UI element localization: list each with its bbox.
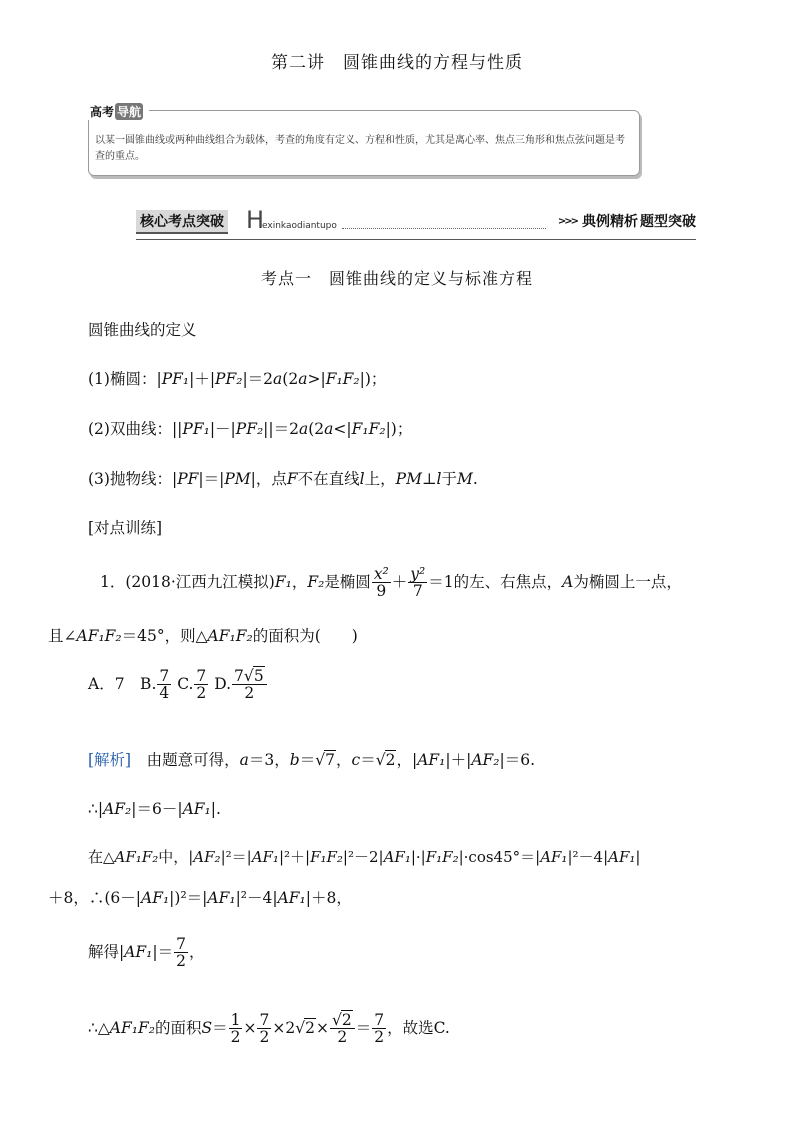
chevron-right-icon: >>> <box>557 215 577 227</box>
page-title: 第二讲 圆锥曲线的方程与性质 <box>271 53 523 73</box>
banner-dotted-line <box>342 228 546 229</box>
exam-guide-tab-label: 高考 <box>90 104 115 119</box>
solution-line-2: ∴|AF₂|＝6－|AF₁|. <box>88 800 221 818</box>
fraction-x2-over-9: $\frac{\text{x²}}{9}$ <box>373 565 389 601</box>
exam-guide-tab <box>88 102 149 120</box>
question-line-1: 1．(2018·江西九江模拟)F₁，F₂是椭圆 $\frac{\text{x²}}{9}$ ＋ $\frac{\text{y²}}{7}$ ＝1的左、右焦点，A为椭圆上一点， <box>100 565 682 601</box>
hyperbola-definition: (2)双曲线：||PF₁|－|PF₂||＝2a(2a<|F₁F₂|)； <box>88 420 413 438</box>
exam-guide-text: 以某一圆锥曲线或两种曲线组合为载体，考查的角度有定义、方程和性质，尤其是离心率、焦点三角形和焦点弦问题是考查的重点。 <box>95 135 625 162</box>
definition-heading: 圆锥曲线的定义 <box>88 321 197 339</box>
exam-guide-tab-highlight: 导航 <box>117 104 142 119</box>
solution-line-1: [解析] 由题意可得，a＝3，b＝√7，c＝√2，|AF₁|＋|AF₂|＝6. <box>88 751 536 769</box>
option-b-fraction: $\frac{7}{4}$ <box>159 667 170 703</box>
banner-right-1: 典例精析 <box>582 214 638 230</box>
banner-right <box>558 211 696 231</box>
banner-pinyin: exinkaodiantupo <box>262 221 337 231</box>
solution-line-3: 在△AF₁F₂中，|AF₂|²＝|AF₁|²＋|F₁F₂|²－2|AF₁|·|F₁F₂|·cos45°＝|AF₁|²－4|AF₁| <box>88 848 641 866</box>
banner-right-2: 题型突破 <box>640 214 696 230</box>
section-title: 考点一 圆锥曲线的定义与标准方程 <box>260 269 533 288</box>
parabola-definition: (3)抛物线：|PF|＝|PM|，点F不在直线l上，PM⊥l于M. <box>88 470 478 488</box>
fraction-7-over-2: $\frac{7}{2}$ <box>176 935 187 971</box>
solution-line-4: ＋8，∴(6－|AF₁|)²＝|AF₁|²－4|AF₁|＋8， <box>48 889 352 907</box>
option-d-fraction: $\frac{7√5}{2}$ <box>232 668 267 702</box>
banner-underline <box>136 239 696 240</box>
training-label: [对点训练] <box>88 519 163 537</box>
answer-options: A．7 B. $\frac{7}{4}$ C. $\frac{7}{2}$ D. $\frac{7√5}{2}$ <box>88 668 268 702</box>
section-banner <box>136 208 696 234</box>
ellipse-definition: (1)椭圆：|PF₁|＋|PF₂|＝2a(2a>|F₁F₂|)； <box>88 370 387 388</box>
exam-guide-box <box>88 104 640 176</box>
analysis-label: [解析] <box>88 751 132 769</box>
solution-line-5: 解得|AF₁|＝ $\frac{7}{2}$ ， <box>88 935 205 971</box>
banner-label: 核心考点突破 <box>136 210 228 234</box>
fraction-y2-over-7: $\frac{\text{y²}}{7}$ <box>410 565 426 601</box>
option-c-fraction: $\frac{7}{2}$ <box>196 667 207 703</box>
banner-initial: H <box>246 206 265 234</box>
solution-line-6: ∴△AF₁F₂的面积S＝ $\frac{1}{2}$ × $\frac{7}{2}$ ×2√2× $\frac{√2}{2}$ ＝ $\frac{7}{2}$ ，故选C. <box>88 1011 450 1047</box>
question-line-2: 且∠AF₁F₂＝45°，则△AF₁F₂的面积为( ) <box>48 627 358 645</box>
